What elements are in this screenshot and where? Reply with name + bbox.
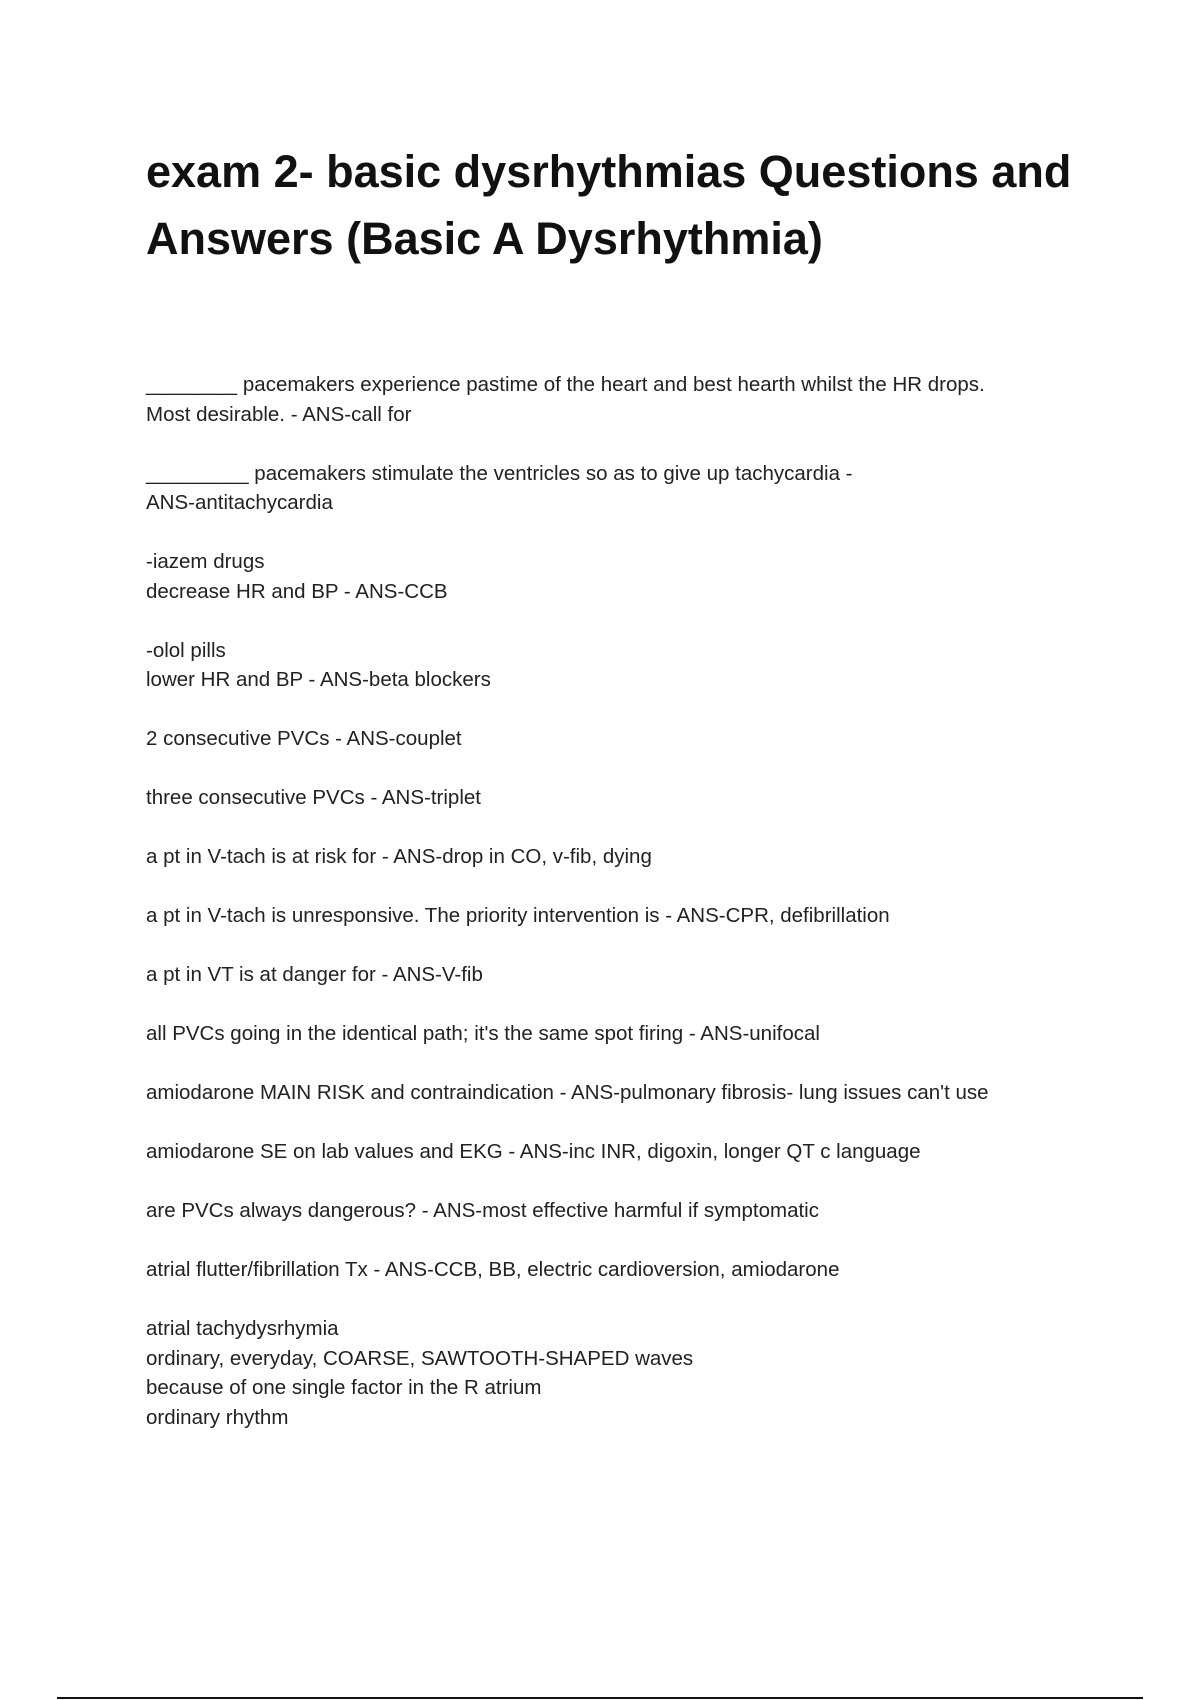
qa-line: ordinary, everyday, COARSE, SAWTOOTH-SHAPED waves <box>146 1346 694 1370</box>
qa-line: lower HR and BP - ANS-beta blockers <box>146 668 491 691</box>
qa-line: ANS-antitachycardia <box>146 491 333 514</box>
footer-divider <box>57 1697 1143 1699</box>
qa-line: all PVCs going in the identical path; it's the same spot firing - ANS-unifocal <box>146 1022 820 1045</box>
qa-line: ________ pacemakers experience pastime of the heart and best hearth whilst the HR drops. <box>146 373 985 396</box>
qa-line: atrial tachydysrhymia <box>146 1317 339 1340</box>
qa-line: atrial flutter/fibrillation Tx - ANS-CCB, BB, electric cardioversion, amiodarone <box>146 1258 840 1281</box>
qa-line: because of one single factor in the R atrium <box>146 1376 542 1399</box>
qa-line: Most desirable. - ANS-call for <box>146 402 412 426</box>
qa-line: decrease HR and BP - ANS-CCB <box>146 579 448 603</box>
qa-item <box>146 636 1086 695</box>
qa-line: amiodarone MAIN RISK and contraindication - ANS-pulmonary fibrosis- lung issues can't use <box>146 1081 989 1104</box>
qa-line: three consecutive PVCs - ANS-triplet <box>146 786 481 809</box>
qa-item <box>146 842 1086 872</box>
qa-item <box>146 370 1086 429</box>
qa-item <box>146 960 1086 990</box>
qa-line: _________ pacemakers stimulate the ventricles so as to give up tachycardia - <box>146 461 853 485</box>
document-title: exam 2- basic dysrhythmias Questions and Answers (Basic A Dysrhythmia) <box>146 146 1072 264</box>
qa-item <box>146 1255 1086 1285</box>
qa-item <box>146 783 1086 813</box>
qa-item <box>146 1314 1086 1432</box>
qa-item <box>146 459 1086 518</box>
qa-line: a pt in VT is at danger for - ANS-V-fib <box>146 963 483 986</box>
qa-item <box>146 901 1086 931</box>
qa-line: ordinary rhythm <box>146 1405 289 1429</box>
qa-item <box>146 1019 1086 1049</box>
qa-line: -iazem drugs <box>146 550 265 573</box>
qa-line: a pt in V-tach is at risk for - ANS-drop in CO, v-fib, dying <box>146 845 652 868</box>
qa-line: -olol pills <box>146 638 226 662</box>
qa-line: amiodarone SE on lab values and EKG - ANS-inc INR, digoxin, longer QT c language <box>146 1140 921 1163</box>
qa-line: a pt in V-tach is unresponsive. The priority intervention is - ANS-CPR, defibrillation <box>146 904 890 927</box>
qa-item <box>146 1078 1086 1108</box>
qa-item <box>146 724 1086 754</box>
qa-line: are PVCs always dangerous? - ANS-most effective harmful if symptomatic <box>146 1199 819 1222</box>
qa-item <box>146 547 1086 606</box>
qa-line: 2 consecutive PVCs - ANS-couplet <box>146 727 462 750</box>
qa-list <box>146 370 1086 1462</box>
qa-item <box>146 1137 1086 1167</box>
qa-item <box>146 1196 1086 1226</box>
